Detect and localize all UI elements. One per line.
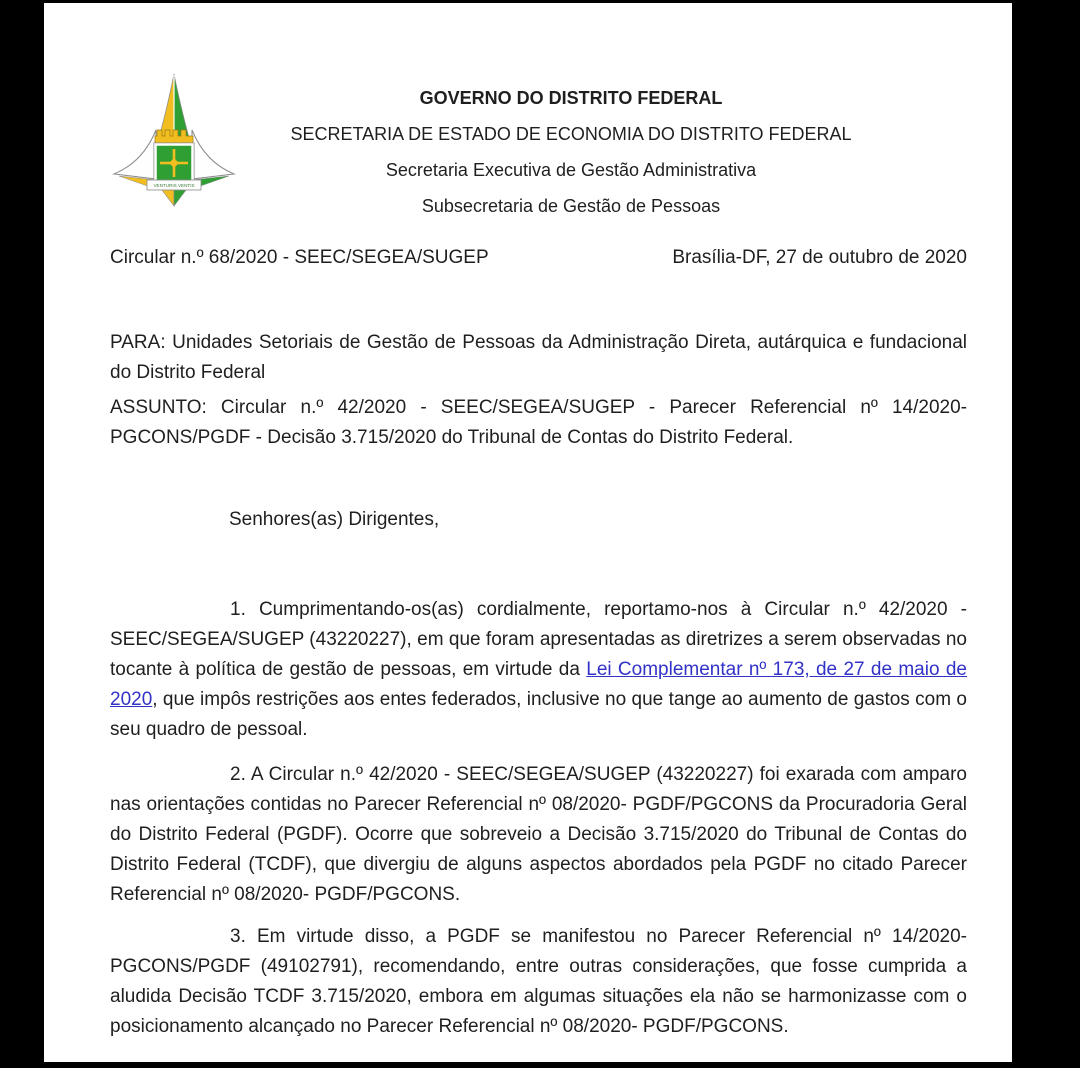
document-header — [44, 70, 1012, 218]
org-header-lines — [130, 80, 1012, 224]
logo-motto: VENTURIS VENTIS — [153, 183, 195, 188]
org-secretariat: SECRETARIA DE ESTADO DE ECONOMIA DO DISTRITO FEDERAL — [290, 124, 852, 144]
paragraph-2: 2. A Circular n.º 42/2020 - SEEC/SEGEA/SUGEP (43220227) foi exarada com amparo nas orientações contidas no Parecer Referencial nº 08/2020- PGDF/PGCONS da Procuradoria Geral do Distrito Federal (PGDF). Ocorre que sobreveio a Decisão 3.715/2020 do Tribunal de Contas do Distrito Federal (TCDF), que divergiu de alguns aspectos abordados pela PGDF no citado Parecer Referencial nº 08/2020- PGDF/PGCONS. — [110, 764, 967, 905]
paragraph-1 — [110, 595, 967, 745]
paragraph-1-text-after-link: , que impôs restrições aos entes federados, inclusive no que tange ao aumento de gastos com o seu quadro de pessoal. — [110, 689, 967, 740]
salutation: Senhores(as) Dirigentes, — [229, 509, 440, 530]
subject-line: ASSUNTO: Circular n.º 42/2020 - SEEC/SEGEA/SUGEP - Parecer Referencial nº 14/2020-PGCONS/PGDF - Decisão 3.715/2020 do Tribunal de Contas do Distrito Federal. — [110, 397, 967, 448]
document-number: Circular n.º 68/2020 - SEEC/SEGEA/SUGEP — [110, 247, 489, 268]
document-page — [44, 3, 1012, 1062]
org-government: GOVERNO DO DISTRITO FEDERAL — [419, 88, 723, 108]
place-date: Brasília-DF, 27 de outubro de 2020 — [672, 247, 967, 268]
paragraph-1-text-before-link: 1. Cumprimentando-os(as) cordialmente, reportamo-nos à Circular n.º 42/2020 - SEEC/SEGEA/SUGEP (43220227), em que foram apresentadas as diretrizes a serem observadas no tocante à política de gestão de pessoas, em virtude da — [110, 599, 967, 680]
paragraph-3: 3. Em virtude disso, a PGDF se manifestou no Parecer Referencial nº 14/2020-PGCONS/PGDF (49102791), recomendando, entre outras considerações, que fosse cumprida a aludida Decisão TCDF 3.715/2020, embora em algumas situações ela não se harmonizasse com o posicionamento alcançado no Parecer Referencial nº 08/2020- PGDF/PGCONS. — [110, 926, 967, 1037]
org-subsecretariat: Subsecretaria de Gestão de Pessoas — [421, 196, 721, 216]
recipient-line: PARA: Unidades Setoriais de Gestão de Pessoas da Administração Direta, autárquica e fundacional do Distrito Federal — [110, 332, 967, 383]
lei-complementar-link[interactable]: Lei Complementar nº 173, de 27 de maio de 2020 — [110, 659, 967, 710]
org-executive-secretariat: Secretaria Executiva de Gestão Administrativa — [385, 160, 757, 180]
document-meta-row — [110, 243, 967, 273]
